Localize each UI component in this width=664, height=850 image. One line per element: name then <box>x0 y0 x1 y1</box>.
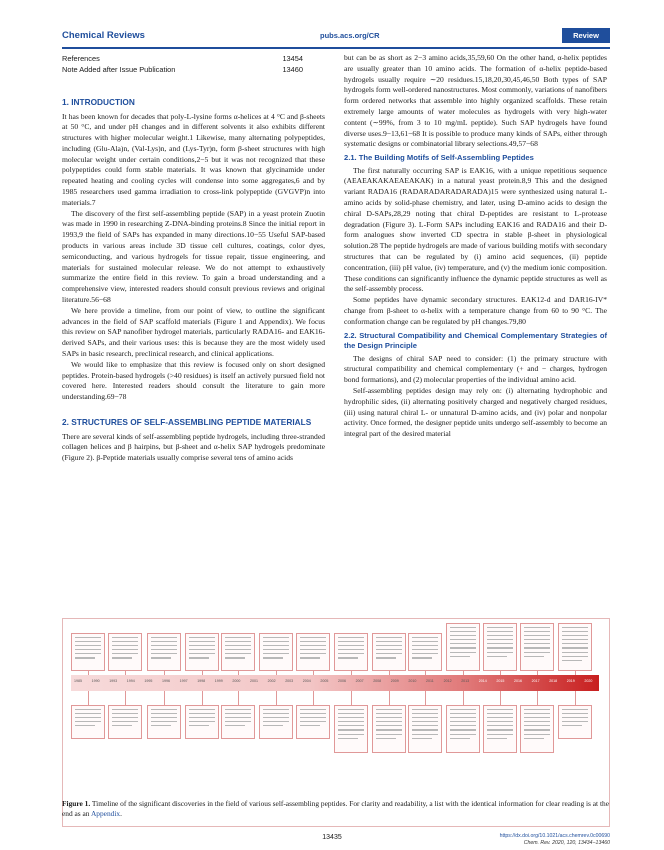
timeline-connector <box>425 691 426 705</box>
timeline-event-box <box>520 623 554 671</box>
timeline-year: 2020 <box>584 679 593 683</box>
timeline-year: 1993 <box>109 679 118 683</box>
timeline-year: 2007 <box>355 679 364 683</box>
timeline-year: 2000 <box>232 679 241 683</box>
timeline-connector <box>351 691 352 705</box>
timeline-year: 2014 <box>478 679 487 683</box>
paragraph: but can be as short as 2−3 amino acids,35,59,60 On the other hand, α-helix peptides are usually greater than 10 amino acids. The formation of α-helix peptide-based hydrogels usually require ∼20 residues.15,18,20,30,45,46,50 Both types of SAP hydrogels form well-ordered nanostructures. Most commonly, variations of nanofibers form ordered networks that assemble into highly organized scaffolds. These retain extremely large amounts of water molecules as hydrogels with very high-water content (∼99%, from 3 to 10 mg/mL peptide). Such SAP hydrogels have found diverse uses.9−13,61−68 It is possible to produce many kinds of SAPs, either through systematic designs or combinatorial library selections.49,57−68 <box>344 53 607 149</box>
timeline-connector <box>202 671 203 675</box>
timeline-event-box <box>108 633 142 671</box>
timeline-event-box <box>334 705 368 753</box>
timeline-event-box <box>296 705 330 739</box>
timeline-year: 2005 <box>320 679 329 683</box>
section-heading-structures: 2. STRUCTURES OF SELF-ASSEMBLING PEPTIDE MATERIALS <box>62 417 312 428</box>
timeline-event-box <box>259 705 293 739</box>
paragraph: Some peptides have dynamic secondary structures. EAK12-d and DAR16-IV* change from β-sheet to α-helix with a temperature change from 60 to 90 °C. The conformation change can be regulated by pH changes.79,80 <box>344 295 607 326</box>
timeline-connector <box>202 691 203 705</box>
timeline-event-box <box>558 705 592 739</box>
paragraph: We would like to emphasize that this review is focused only on short designed peptides. Protein-based hydrogels (>40 residues) is itself an actively pursued field not covered here. Interested readers should consult the literature to gain more understanding.69−78 <box>62 359 325 402</box>
timeline-event-box <box>221 705 255 739</box>
timeline-year: 2008 <box>373 679 382 683</box>
toc-entry-note-added[interactable]: Note Added after Issue Publication 13460 <box>62 65 303 74</box>
toc-entry-references[interactable]: References 13454 <box>62 54 303 63</box>
timeline-connector <box>537 691 538 705</box>
timeline-event-box <box>483 623 517 671</box>
journal-url-link[interactable]: pubs.acs.org/CR <box>320 31 380 40</box>
timeline-event-box <box>520 705 554 753</box>
timeline-connector <box>313 691 314 705</box>
timeline-connector <box>463 691 464 705</box>
timeline-event-box <box>334 633 368 671</box>
timeline-connector <box>575 691 576 705</box>
timeline-year: 2010 <box>408 679 417 683</box>
timeline-year: 1996 <box>162 679 170 683</box>
caption-label: Figure 1. <box>62 799 91 808</box>
timeline-event-box <box>446 623 480 671</box>
timeline-connector <box>537 671 538 675</box>
caption-end: . <box>120 809 122 818</box>
timeline-connector <box>125 691 126 705</box>
paragraph: The first naturally occurring SAP is EAK16, with a unique repetitious sequence (AEAEAKAKAEAEAKAK) in a natural yeast protein.8,9 This and the designed variant RADA16 (RADARADARADARADA)15 were synthesized using natural L-amino acids by solid-phase chemistry, and later, using D-amino acids to design the chiral D-SAPs,28,29 noting that chiral D-peptides are resistant to L-protease degradation (Figure 3). L-Form SAPs including EAK16 and RADA16 and their D-form analogues show inverted CD spectra in stable β-sheet in physiological solution.28 The peptide hydrogels are made of various building motifs with secondary structures that can be regulated by (i) amino acid sequences, (ii) peptide concentration, (iii) pH value, (iv) temperature, and (v) the medium ionic composition. These conditions can significantly influence the dynamic peptide structures as well as the self-assembly process. <box>344 165 607 294</box>
doi-link[interactable]: https://dx.doi.org/10.1021/acs.chemrev.0c00690 <box>499 833 610 839</box>
timeline-connector <box>575 671 576 675</box>
timeline-event-box <box>558 623 592 671</box>
subsection-heading-building-motifs: 2.1. The Building Motifs of Self-Assembling Peptides <box>344 153 534 163</box>
timeline-connector <box>313 671 314 675</box>
timeline-event-box <box>372 705 406 753</box>
timeline-connector <box>88 671 89 675</box>
timeline-event-box <box>185 633 219 671</box>
timeline-year: 2002 <box>267 679 276 683</box>
timeline-year: 2019 <box>566 679 575 683</box>
timeline-event-box <box>446 705 480 753</box>
timeline-connector <box>88 691 89 705</box>
timeline-connector <box>238 691 239 705</box>
timeline-year: 1994 <box>126 679 135 683</box>
timeline-event-box <box>408 633 442 671</box>
paragraph: Self-assembling peptides design may rely on: (i) alternating hydrophobic and hydrophilic sides, (ii) alternating positively charged and negatively charged residues, (iii) using natural chiral L- or unnatural D-amino acids, and (iv) polar and nonpolar activity. Once formed, the designer peptide units undergo self-assembly to become an integral part of the desired material <box>344 386 607 439</box>
timeline-band <box>71 675 599 691</box>
timeline-event-box <box>147 705 181 739</box>
timeline-year: 2001 <box>250 679 258 683</box>
journal-name[interactable]: Chemical Reviews <box>62 30 145 41</box>
citation: Chem. Rev. 2020, 120, 13434−13460 <box>523 840 610 846</box>
timeline-event-box <box>71 633 105 671</box>
timeline-year: 1995 <box>144 679 153 683</box>
timeline-year: 2013 <box>461 679 470 683</box>
timeline-connector <box>425 671 426 675</box>
timeline-connector <box>500 691 501 705</box>
timeline-connector <box>463 671 464 675</box>
timeline-figure <box>62 618 610 827</box>
figure-caption <box>62 799 610 819</box>
right-column <box>344 53 607 440</box>
timeline-event-box <box>372 633 406 671</box>
timeline-connector <box>276 691 277 705</box>
timeline-year: 1999 <box>214 679 223 683</box>
timeline-year: 2009 <box>390 679 399 683</box>
timeline-year: 2015 <box>496 679 505 683</box>
timeline-year: 1990 <box>91 679 100 683</box>
timeline-connector <box>351 671 352 675</box>
timeline-year: 2012 <box>443 679 452 683</box>
left-column <box>62 53 325 464</box>
subsection-heading-structural-compatibility: 2.2. Structural Compatibility and Chemical Complementary Strategies of the Design Principle <box>344 330 607 351</box>
header-divider <box>62 47 610 49</box>
timeline-year: 2003 <box>285 679 294 683</box>
timeline-event-box <box>483 705 517 753</box>
page-header <box>62 28 610 46</box>
timeline-event-box <box>108 705 142 739</box>
review-badge: Review <box>562 28 610 43</box>
timeline-connector <box>389 691 390 705</box>
appendix-link[interactable]: Appendix <box>90 809 121 818</box>
page-number: 13435 <box>322 834 342 841</box>
timeline-year: 2016 <box>514 679 522 683</box>
timeline-year: 2004 <box>302 679 311 683</box>
paragraph: There are several kinds of self-assembling peptide hydrogels, including three-stranded collagen helices and β hairpins, but β-sheet and α-helix SAP hydrogels predominate (Figure 2). β-Peptide materials usually comprise several tens of amino acids <box>62 431 325 463</box>
timeline-event-box <box>408 705 442 753</box>
paragraph: It has been known for decades that poly-L-lysine forms α-helices at 4 °C and β-sheets at 50 °C, and under pH changes and in different solvents it also exhibits different structures with higher molecular weight.1 Likewise, many alternating polypeptides, including (Glu-Ala)n, (Val-Lys)n, and (Lys-Tyr)n, form β-sheet structures with high molecular weight under certain conditions,2−5 but it was not recognized that these polypeptides could form stable materials. It was known that glycinamide under repeated heating and cooling cycles will condense into some aggregates,6 and by 1985 researchers used gamma irradiation to cross-link polypeptide (GVGVP)n into materials.7 <box>62 111 325 207</box>
paragraph: The designs of chiral SAP need to consider: (1) the primary structure with structural compatibility and chemical complementary (+ and − charges, hydrogen bond formations), and (2) molecular properties of the individual amino acid. <box>344 353 607 385</box>
timeline-connector <box>389 671 390 675</box>
timeline-year: 1998 <box>197 679 206 683</box>
timeline-connector <box>164 671 165 675</box>
timeline-year: 2018 <box>549 679 558 683</box>
timeline-connector <box>125 671 126 675</box>
timeline-connector <box>276 671 277 675</box>
paragraph: We here provide a timeline, from our point of view, to outline the significant advances in the field of SAP scaffold materials (Figure 1 and Appendix). We focus this review on SAP nanofiber hydrogel materials, particularly RADA16- and EAK16-derived SAPs, and their various uses: this is because they are the most widely used SAPs in basic research, preclinical research, and clinical applications. <box>62 305 325 359</box>
timeline-year: 2006 <box>338 679 346 683</box>
timeline-event-box <box>71 705 105 739</box>
timeline-year: 2017 <box>531 679 540 683</box>
timeline-year: 1985 <box>74 679 82 683</box>
paragraph: The discovery of the first self-assembling peptide (SAP) in a yeast protein Zuotin was made in 1990 in researching Z-DNA-binding proteins.8 Since the initial report in 1993,9 the field of SAPs has expanded in many directions.10−55 Useful SAP-based products in various areas include 3D tissue cell cultures, coatings, color dyes, semiconducting, and various hydrogels for tissue repair, tissue engineering, and materials for sustained molecular release. We do not attempt to exhaustively summarize the entire field in this review. To gain a broad understanding and a comprehensive view, interested readers should consult previous reviews and original literature.56−68 <box>62 208 325 305</box>
timeline-event-box <box>185 705 219 739</box>
timeline-year: 1997 <box>179 679 188 683</box>
timeline-connector <box>238 671 239 675</box>
timeline-event-box <box>296 633 330 671</box>
timeline-event-box <box>147 633 181 671</box>
timeline-year: 2011 <box>426 679 434 683</box>
timeline-connector <box>164 691 165 705</box>
timeline-connector <box>500 671 501 675</box>
section-heading-introduction: 1. INTRODUCTION <box>62 97 135 107</box>
footer-doi <box>500 833 610 847</box>
timeline-event-box <box>259 633 293 671</box>
caption-text: Timeline of the significant discoveries in the field of various self-assembling peptides. For clarity and readability, a list with the identical information for clear reading is at the end as an <box>62 799 609 818</box>
timeline-event-box <box>221 633 255 671</box>
